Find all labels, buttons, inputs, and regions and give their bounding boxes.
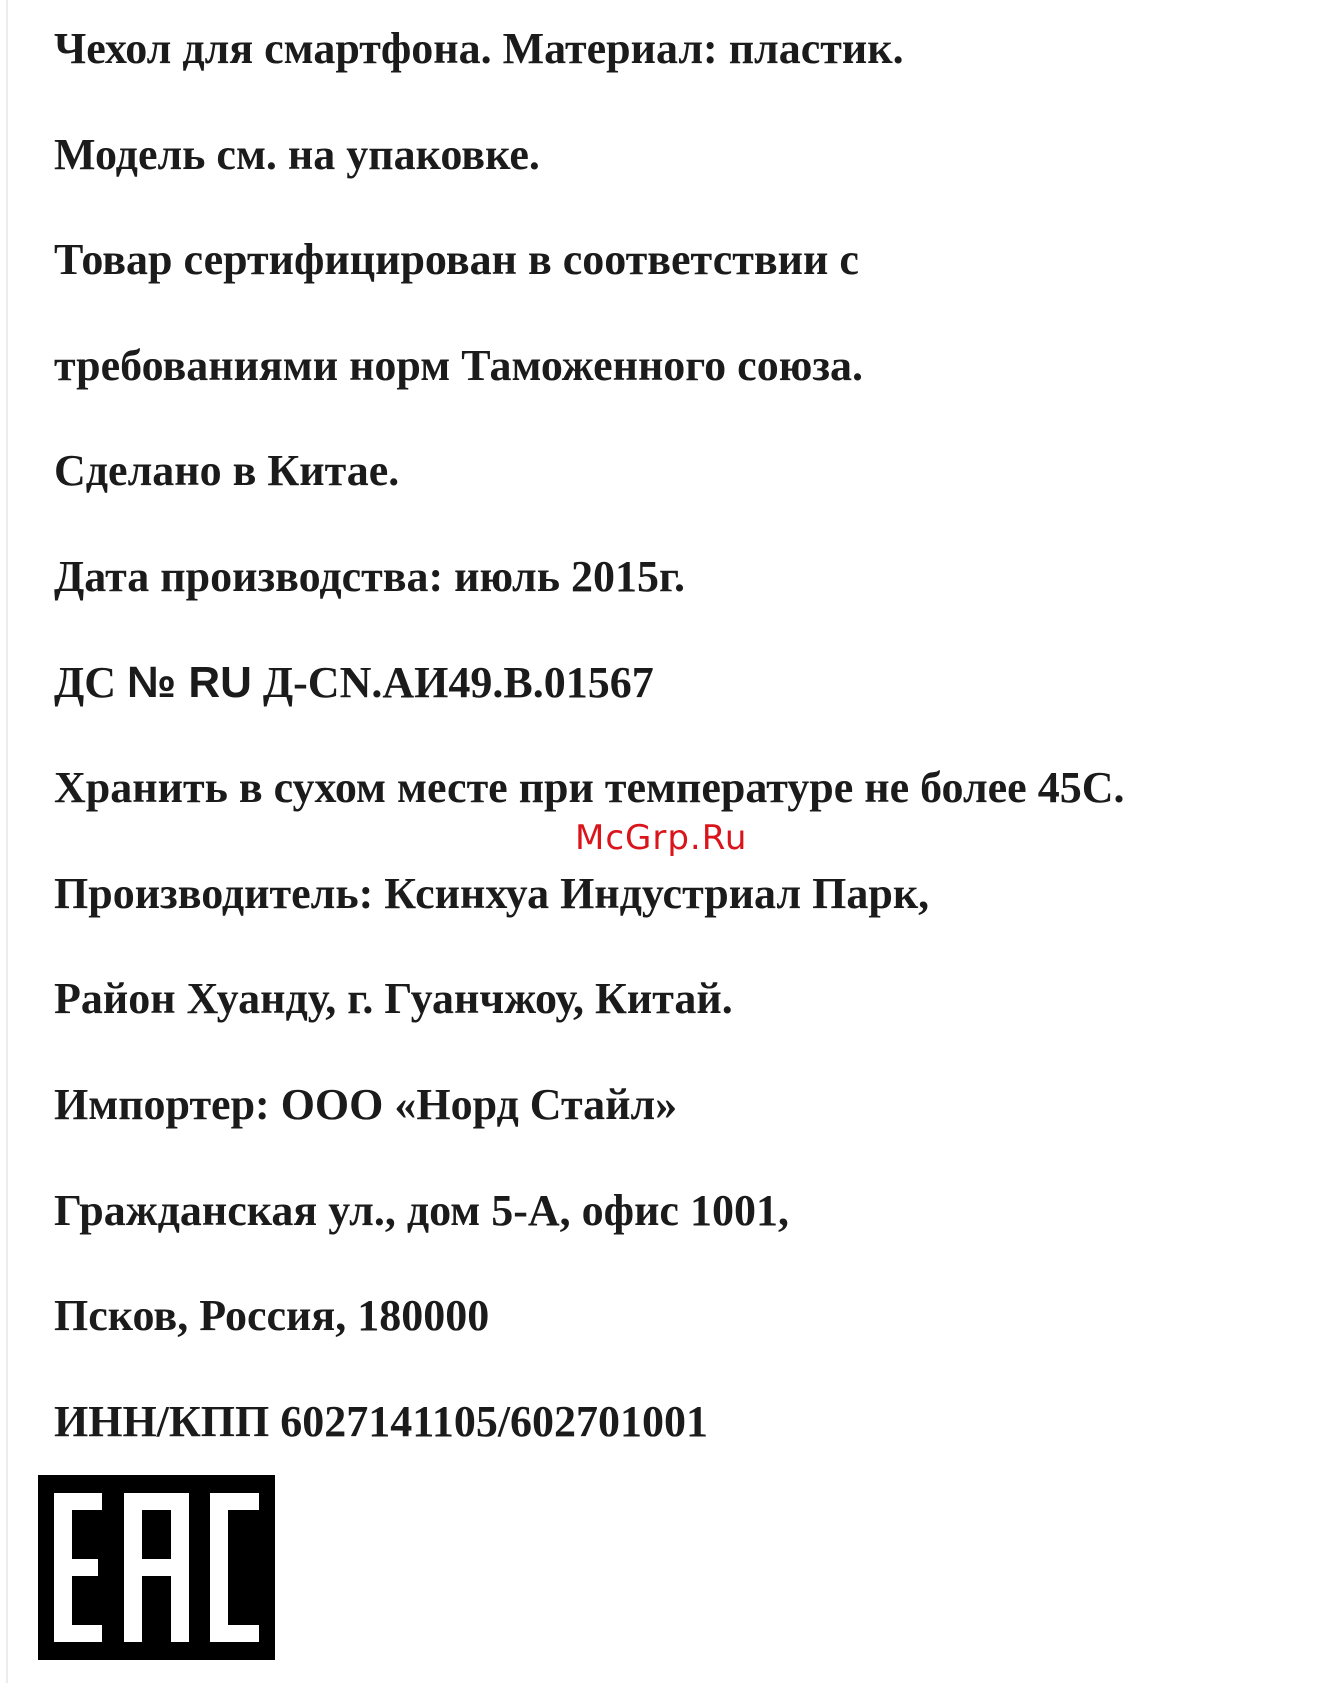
line-importer: Импортер: ООО «Норд Стайл» <box>54 1080 678 1129</box>
line-product: Чехол для смартфона. Материал: пластик. <box>54 24 904 73</box>
line-certified: Товар сертифицирован в соответствии с <box>54 235 859 284</box>
certificate-sign: № RU <box>127 658 252 707</box>
line-certificate <box>54 657 654 709</box>
line-production-date: Дата производства: июль 2015г. <box>54 552 685 601</box>
certificate-number: Д-CN.АИ49.В.01567 <box>251 658 654 707</box>
line-customs-union: требованиями норм Таможенного союза. <box>54 341 864 390</box>
left-border <box>6 0 8 1683</box>
line-city: Псков, Россия, 180000 <box>54 1291 490 1340</box>
line-street: Гражданская ул., дом 5-А, офис 1001, <box>54 1186 789 1235</box>
line-manufacturer: Производитель: Ксинхуа Индустриал Парк, <box>54 869 930 918</box>
line-model: Модель см. на упаковке. <box>54 130 540 179</box>
line-made-in: Сделано в Китае. <box>54 446 400 495</box>
line-district: Район Хуанду, г. Гуанчжоу, Китай. <box>54 974 733 1023</box>
eac-mark-icon <box>38 1475 275 1660</box>
watermark-text: McGrp.Ru <box>575 818 748 858</box>
line-tax-id: ИНН/КПП 6027141105/602701001 <box>54 1397 709 1446</box>
certificate-prefix: ДС <box>54 658 128 707</box>
line-storage: Хранить в сухом месте при температуре не более 45С. <box>54 763 1125 812</box>
